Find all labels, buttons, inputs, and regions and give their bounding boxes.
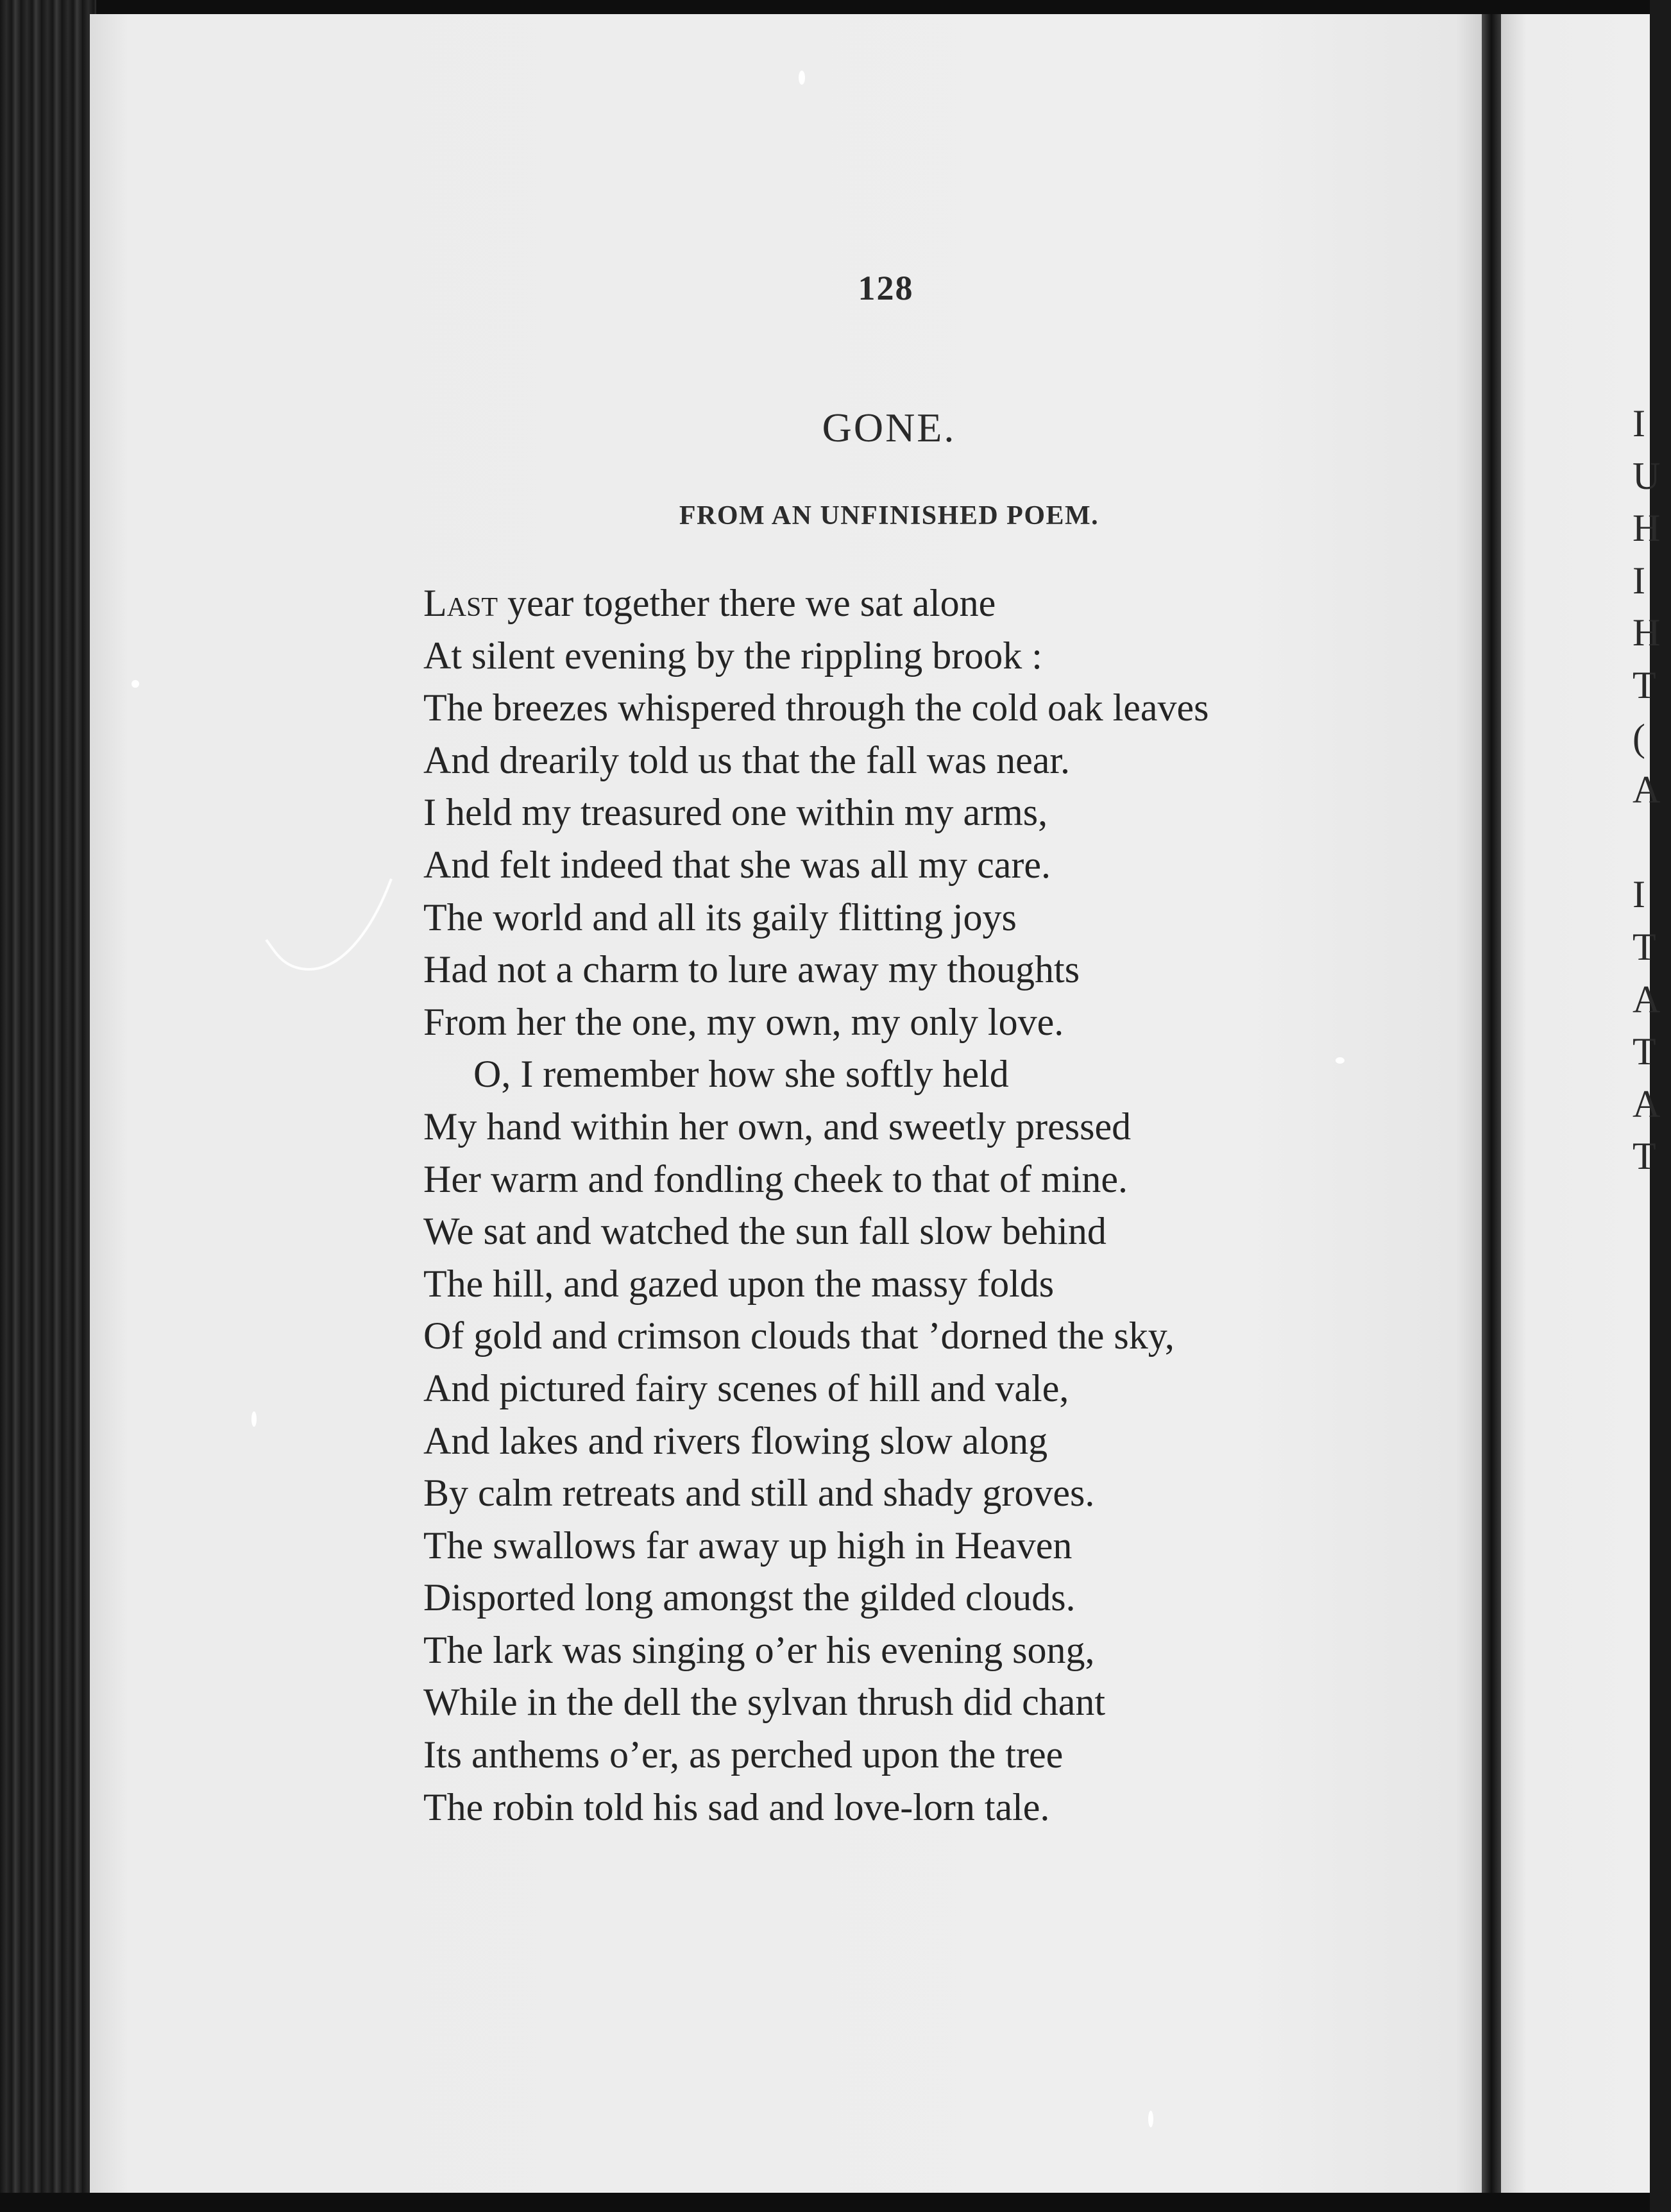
poem-line: The lark was singing o’er his evening song, xyxy=(423,1628,1095,1671)
facing-fragment: I xyxy=(1633,873,1645,916)
dust-speck xyxy=(131,680,139,688)
poem-body xyxy=(423,577,1424,1833)
dust-speck xyxy=(251,1411,257,1427)
poem-line: By calm retreats and still and shady groves. xyxy=(423,1472,1095,1515)
facing-fragment: H xyxy=(1633,507,1661,550)
facing-fragment: T xyxy=(1633,663,1656,706)
poem-line: The robin told his sad and love-lorn tale. xyxy=(423,1785,1050,1828)
facing-fragment-gap xyxy=(1633,817,1671,869)
facing-page-text-fragments xyxy=(1633,398,1671,1183)
facing-fragment: I xyxy=(1633,402,1645,445)
poem-line: The hill, and gazed upon the massy folds xyxy=(423,1262,1055,1305)
facing-fragment: ( xyxy=(1633,716,1645,759)
drop-word: Last xyxy=(423,582,498,624)
book-page-edges xyxy=(0,0,96,2212)
poem-line: Had not a charm to lure away my thoughts xyxy=(423,948,1080,991)
poem-line: My hand within her own, and sweetly pressed xyxy=(423,1105,1132,1148)
scan-bottom-border xyxy=(0,2193,1650,2212)
poem-line: The world and all its gaily flitting joys xyxy=(423,896,1017,939)
poem-line: While in the dell the sylvan thrush did chant xyxy=(423,1681,1106,1724)
poem-line: The breezes whispered through the cold oak leaves xyxy=(423,686,1209,729)
facing-fragment: A xyxy=(1633,978,1661,1021)
scratch-mark xyxy=(263,879,398,1001)
poem-line: The swallows far away up high in Heaven xyxy=(423,1524,1073,1567)
facing-fragment: U xyxy=(1633,454,1661,497)
poem-line: Disported long amongst the gilded clouds. xyxy=(423,1576,1076,1619)
scan-top-border xyxy=(0,0,1650,15)
poem-line: And felt indeed that she was all my care. xyxy=(423,843,1051,886)
poem-subtitle: FROM AN UNFINISHED POEM. xyxy=(679,501,1099,531)
poem-line: At silent evening by the rippling brook : xyxy=(423,634,1042,677)
facing-fragment: T xyxy=(1633,1030,1656,1073)
poem-line: We sat and watched the sun fall slow behind xyxy=(423,1210,1107,1253)
poem-line: O, I remember how she softly held xyxy=(473,1053,1009,1096)
dust-speck xyxy=(1148,2111,1153,2127)
facing-page xyxy=(1501,14,1650,2193)
poem-line: I held my treasured one within my arms, xyxy=(423,791,1048,834)
poem-title: GONE. xyxy=(822,405,956,450)
poem-line: Her warm and fondling cheek to that of mine. xyxy=(423,1157,1128,1200)
dust-speck xyxy=(1336,1057,1344,1064)
book-gutter xyxy=(1482,14,1501,2193)
page-number: 128 xyxy=(858,269,914,307)
first-line-text: year together there we sat alone xyxy=(498,582,996,624)
facing-fragment: T xyxy=(1633,925,1656,968)
poem-line: And drearily told us that the fall was near. xyxy=(423,738,1071,781)
poem-line: Of gold and crimson clouds that ’dorned the sky, xyxy=(423,1314,1175,1357)
facing-fragment: A xyxy=(1633,1082,1661,1125)
facing-fragment: H xyxy=(1633,611,1661,654)
poem-line: From her the one, my own, my only love. xyxy=(423,1000,1064,1043)
poem-line: Its anthems o’er, as perched upon the tree xyxy=(423,1733,1064,1776)
poem-line: And lakes and rivers flowing slow along xyxy=(423,1419,1048,1462)
dust-speck xyxy=(799,71,805,85)
facing-fragment: T xyxy=(1633,1135,1656,1178)
poem-line xyxy=(423,577,1424,630)
facing-fragment: I xyxy=(1633,559,1645,602)
poem-line: And pictured fairy scenes of hill and vale, xyxy=(423,1366,1069,1409)
facing-fragment: A xyxy=(1633,769,1661,812)
